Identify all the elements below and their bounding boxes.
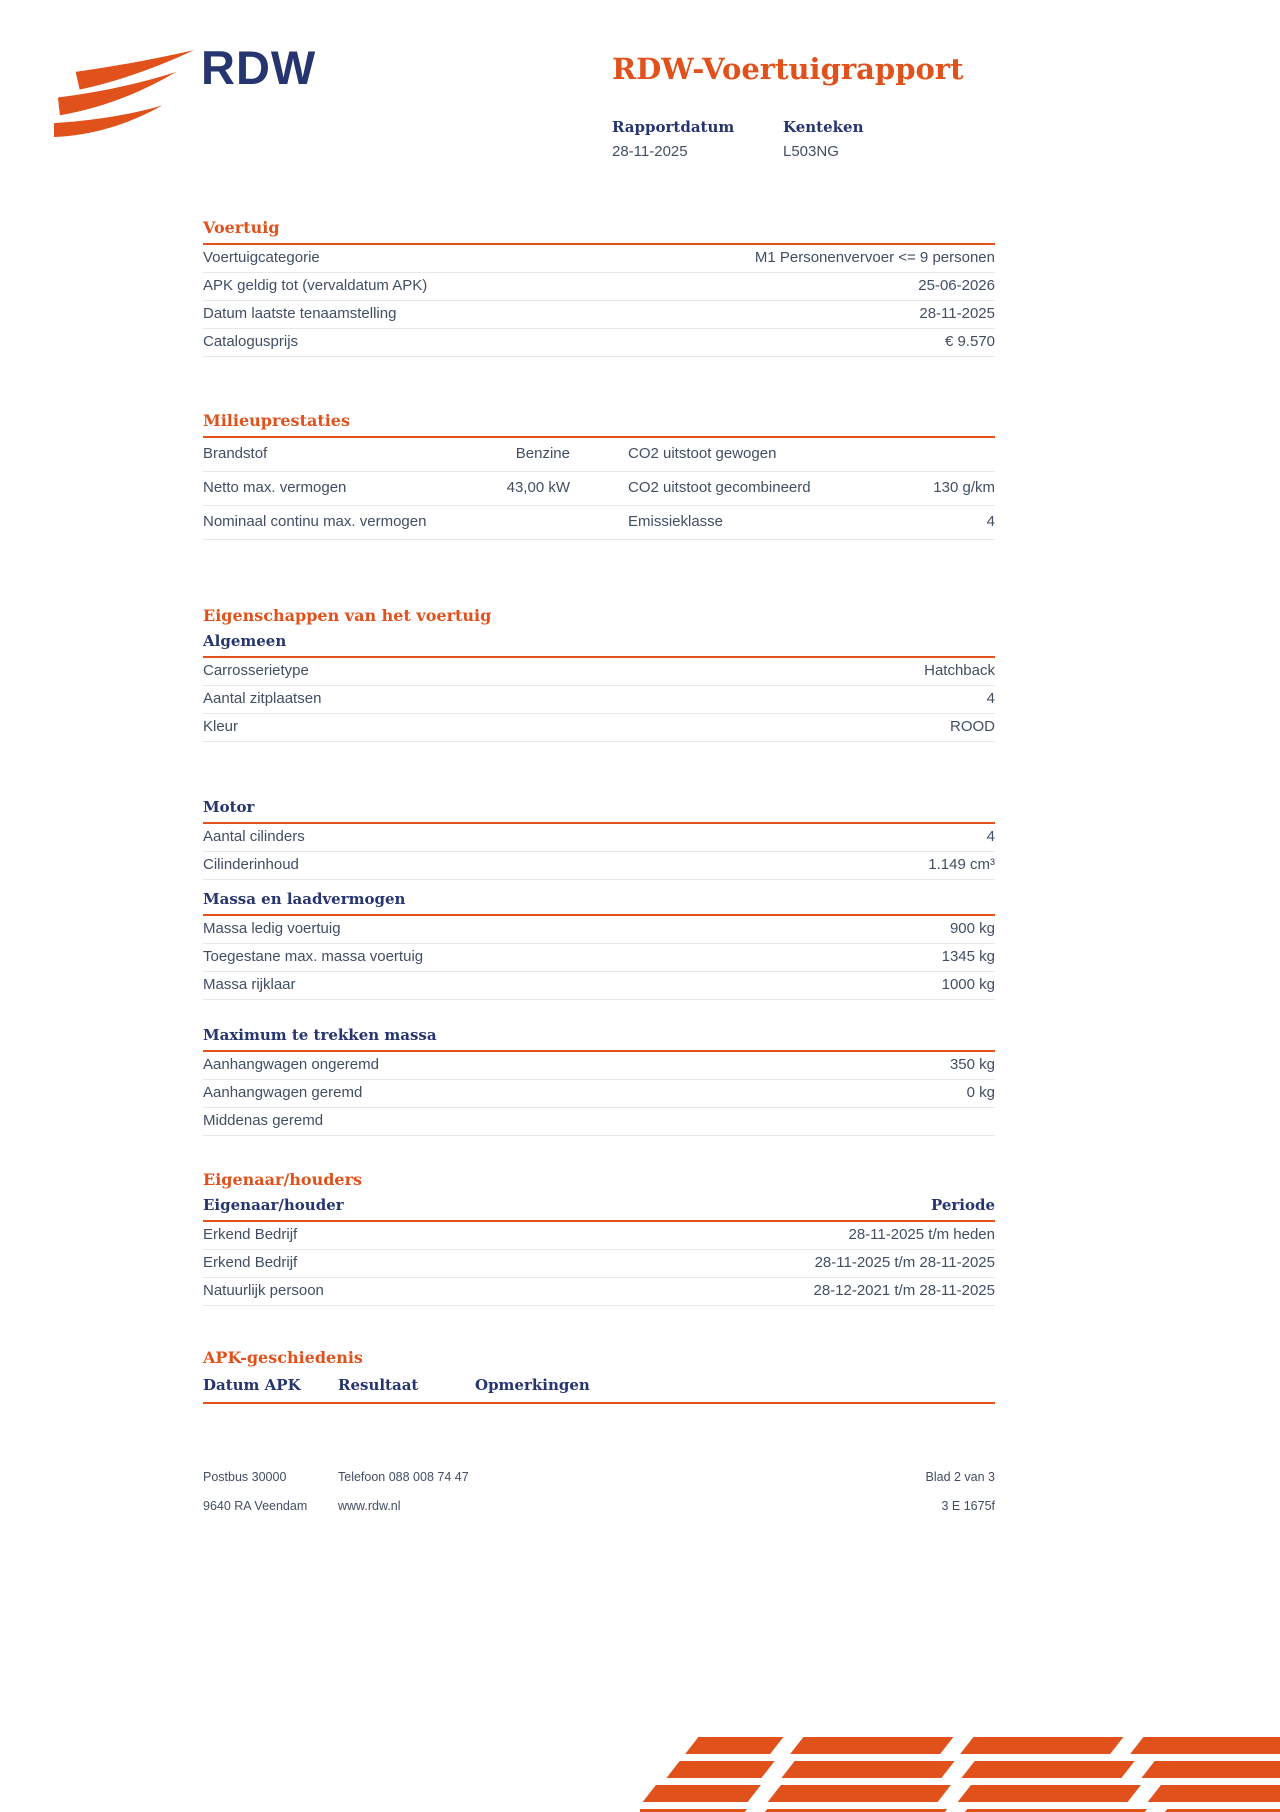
owner-type: Erkend Bedrijf [203, 1254, 298, 1271]
section-eigenaar-houders [203, 1170, 995, 1306]
field-label: Massa rijklaar [203, 976, 296, 993]
footer-website: www.rdw.nl [338, 1499, 401, 1513]
field-pair [203, 446, 570, 462]
column-header-opmerkingen: Opmerkingen [475, 1376, 590, 1394]
field-value: 900 kg [949, 920, 995, 937]
table-row [203, 1108, 995, 1136]
field-value: Benzine [515, 445, 570, 462]
footer-po-box: Postbus 30000 [203, 1470, 287, 1484]
field-label: Cilinderinhoud [203, 856, 299, 873]
section-milieuprestaties [203, 411, 995, 540]
owner-type: Erkend Bedrijf [203, 1226, 298, 1243]
field-value: 1.149 cm³ [928, 856, 995, 873]
table-row [203, 1222, 995, 1250]
table-row [203, 1080, 995, 1108]
field-label: Aantal cilinders [203, 828, 305, 845]
column-header-periode: Periode [930, 1196, 995, 1214]
table-row [203, 472, 995, 506]
table-row [203, 916, 995, 944]
section-title-eigenaar: Eigenaar/houders [203, 1170, 363, 1189]
rdw-wing-icon [52, 50, 200, 144]
footer-phone: Telefoon 088 008 74 47 [338, 1470, 469, 1484]
report-content [203, 0, 995, 1528]
table-row [203, 273, 995, 301]
table-row [203, 972, 995, 1000]
field-value: € 9.570 [944, 333, 995, 350]
column-header-eigenaar: Eigenaar/houder [203, 1196, 344, 1214]
footer-city: 9640 RA Veendam [203, 1499, 308, 1513]
field-label: Massa ledig voertuig [203, 920, 341, 937]
table-row [203, 944, 995, 972]
column-header-resultaat: Resultaat [338, 1376, 419, 1394]
owners-table-header [203, 1196, 995, 1222]
rdw-logo-text: RDW [201, 41, 317, 94]
page-footer [203, 1470, 995, 1514]
table-row [203, 714, 995, 742]
field-value: 4 [986, 690, 995, 707]
field-value: 4 [986, 513, 995, 530]
field-label: Middenas geremd [203, 1112, 324, 1129]
subsection-algemeen [203, 632, 995, 742]
field-label: Datum laatste tenaamstelling [203, 305, 397, 322]
subsection-maximum-te-trekken-massa [203, 1026, 995, 1136]
rdw-wing-watermark [640, 1735, 1280, 1812]
table-row [203, 1278, 995, 1306]
apk-table-header [203, 1376, 995, 1404]
field-label: Aanhangwagen geremd [203, 1084, 363, 1101]
section-title-apk: APK-geschiedenis [203, 1348, 363, 1367]
field-pair [628, 446, 995, 462]
field-value: 1000 kg [941, 976, 995, 993]
subsection-title-massa: Massa en laadvermogen [203, 890, 995, 916]
field-value: 25-06-2026 [918, 277, 995, 294]
subsection-massa-en-laadvermogen [203, 890, 995, 1000]
owner-period: 28-12-2021 t/m 28-11-2025 [813, 1282, 995, 1299]
table-row [203, 245, 995, 273]
field-pair [203, 480, 570, 496]
table-row [203, 686, 995, 714]
report-title: RDW-Voertuigrapport [612, 52, 964, 86]
owner-period: 28-11-2025 t/m heden [848, 1226, 995, 1243]
field-label: Toegestane max. massa voertuig [203, 948, 424, 965]
field-value: 4 [986, 828, 995, 845]
field-value: 28-11-2025 [919, 305, 995, 322]
footer-row [203, 1470, 995, 1485]
section-title-eigenschappen: Eigenschappen van het voertuig [203, 606, 492, 625]
field-label: Carrosserietype [203, 662, 309, 679]
field-label: Brandstof [203, 445, 268, 462]
table-row [203, 1052, 995, 1080]
field-value: 130 g/km [933, 479, 995, 496]
field-value: ROOD [950, 718, 995, 735]
field-value: 350 kg [949, 1056, 995, 1073]
field-label: CO2 uitstoot gewogen [628, 445, 777, 462]
footer-page-indicator: Blad 2 van 3 [925, 1470, 995, 1484]
report-date-value: 28-11-2025 [612, 143, 688, 160]
section-title-milieuprestaties: Milieuprestaties [203, 411, 995, 438]
field-value: 1345 kg [941, 948, 995, 965]
license-plate-value: L503NG [783, 143, 839, 160]
field-pair [628, 514, 995, 530]
field-label: Netto max. vermogen [203, 479, 347, 496]
field-value: 43,00 kW [506, 479, 570, 496]
field-pair [203, 514, 570, 530]
table-row [203, 438, 995, 472]
table-row [203, 329, 995, 357]
report-date-label: Rapportdatum [612, 118, 735, 136]
column-header-datum-apk: Datum APK [203, 1376, 301, 1394]
field-label: Aantal zitplaatsen [203, 690, 322, 707]
field-label: Nominaal continu max. vermogen [203, 513, 427, 530]
field-label: Emissieklasse [628, 513, 724, 530]
field-value: Hatchback [924, 662, 995, 679]
footer-row [203, 1499, 995, 1514]
table-row [203, 852, 995, 880]
footer-doc-code: 3 E 1675f [941, 1499, 995, 1513]
field-value: 0 kg [966, 1084, 995, 1101]
section-eigenschappen [203, 606, 995, 1136]
field-label: Aanhangwagen ongeremd [203, 1056, 379, 1073]
subsection-title-motor: Motor [203, 798, 995, 824]
owner-period: 28-11-2025 t/m 28-11-2025 [814, 1254, 995, 1271]
owner-type: Natuurlijk persoon [203, 1282, 324, 1299]
field-pair [628, 480, 995, 496]
section-apk-geschiedenis [203, 1348, 995, 1404]
license-plate-label: Kenteken [783, 118, 864, 136]
field-label: CO2 uitstoot gecombineerd [628, 479, 811, 496]
field-value: M1 Personenvervoer <= 9 personen [754, 249, 995, 266]
subsection-title-maximum: Maximum te trekken massa [203, 1026, 995, 1052]
subsection-motor [203, 798, 995, 880]
subsection-title-algemeen: Algemeen [203, 632, 995, 658]
table-row [203, 506, 995, 540]
field-label: Voertuigcategorie [203, 249, 320, 266]
field-label: Catalogusprijs [203, 333, 299, 350]
section-voertuig [203, 218, 995, 357]
field-label: Kleur [203, 718, 239, 735]
table-row [203, 658, 995, 686]
table-row [203, 1250, 995, 1278]
section-title-voertuig: Voertuig [203, 218, 995, 245]
table-row [203, 301, 995, 329]
field-label: APK geldig tot (vervaldatum APK) [203, 277, 428, 294]
table-row [203, 824, 995, 852]
